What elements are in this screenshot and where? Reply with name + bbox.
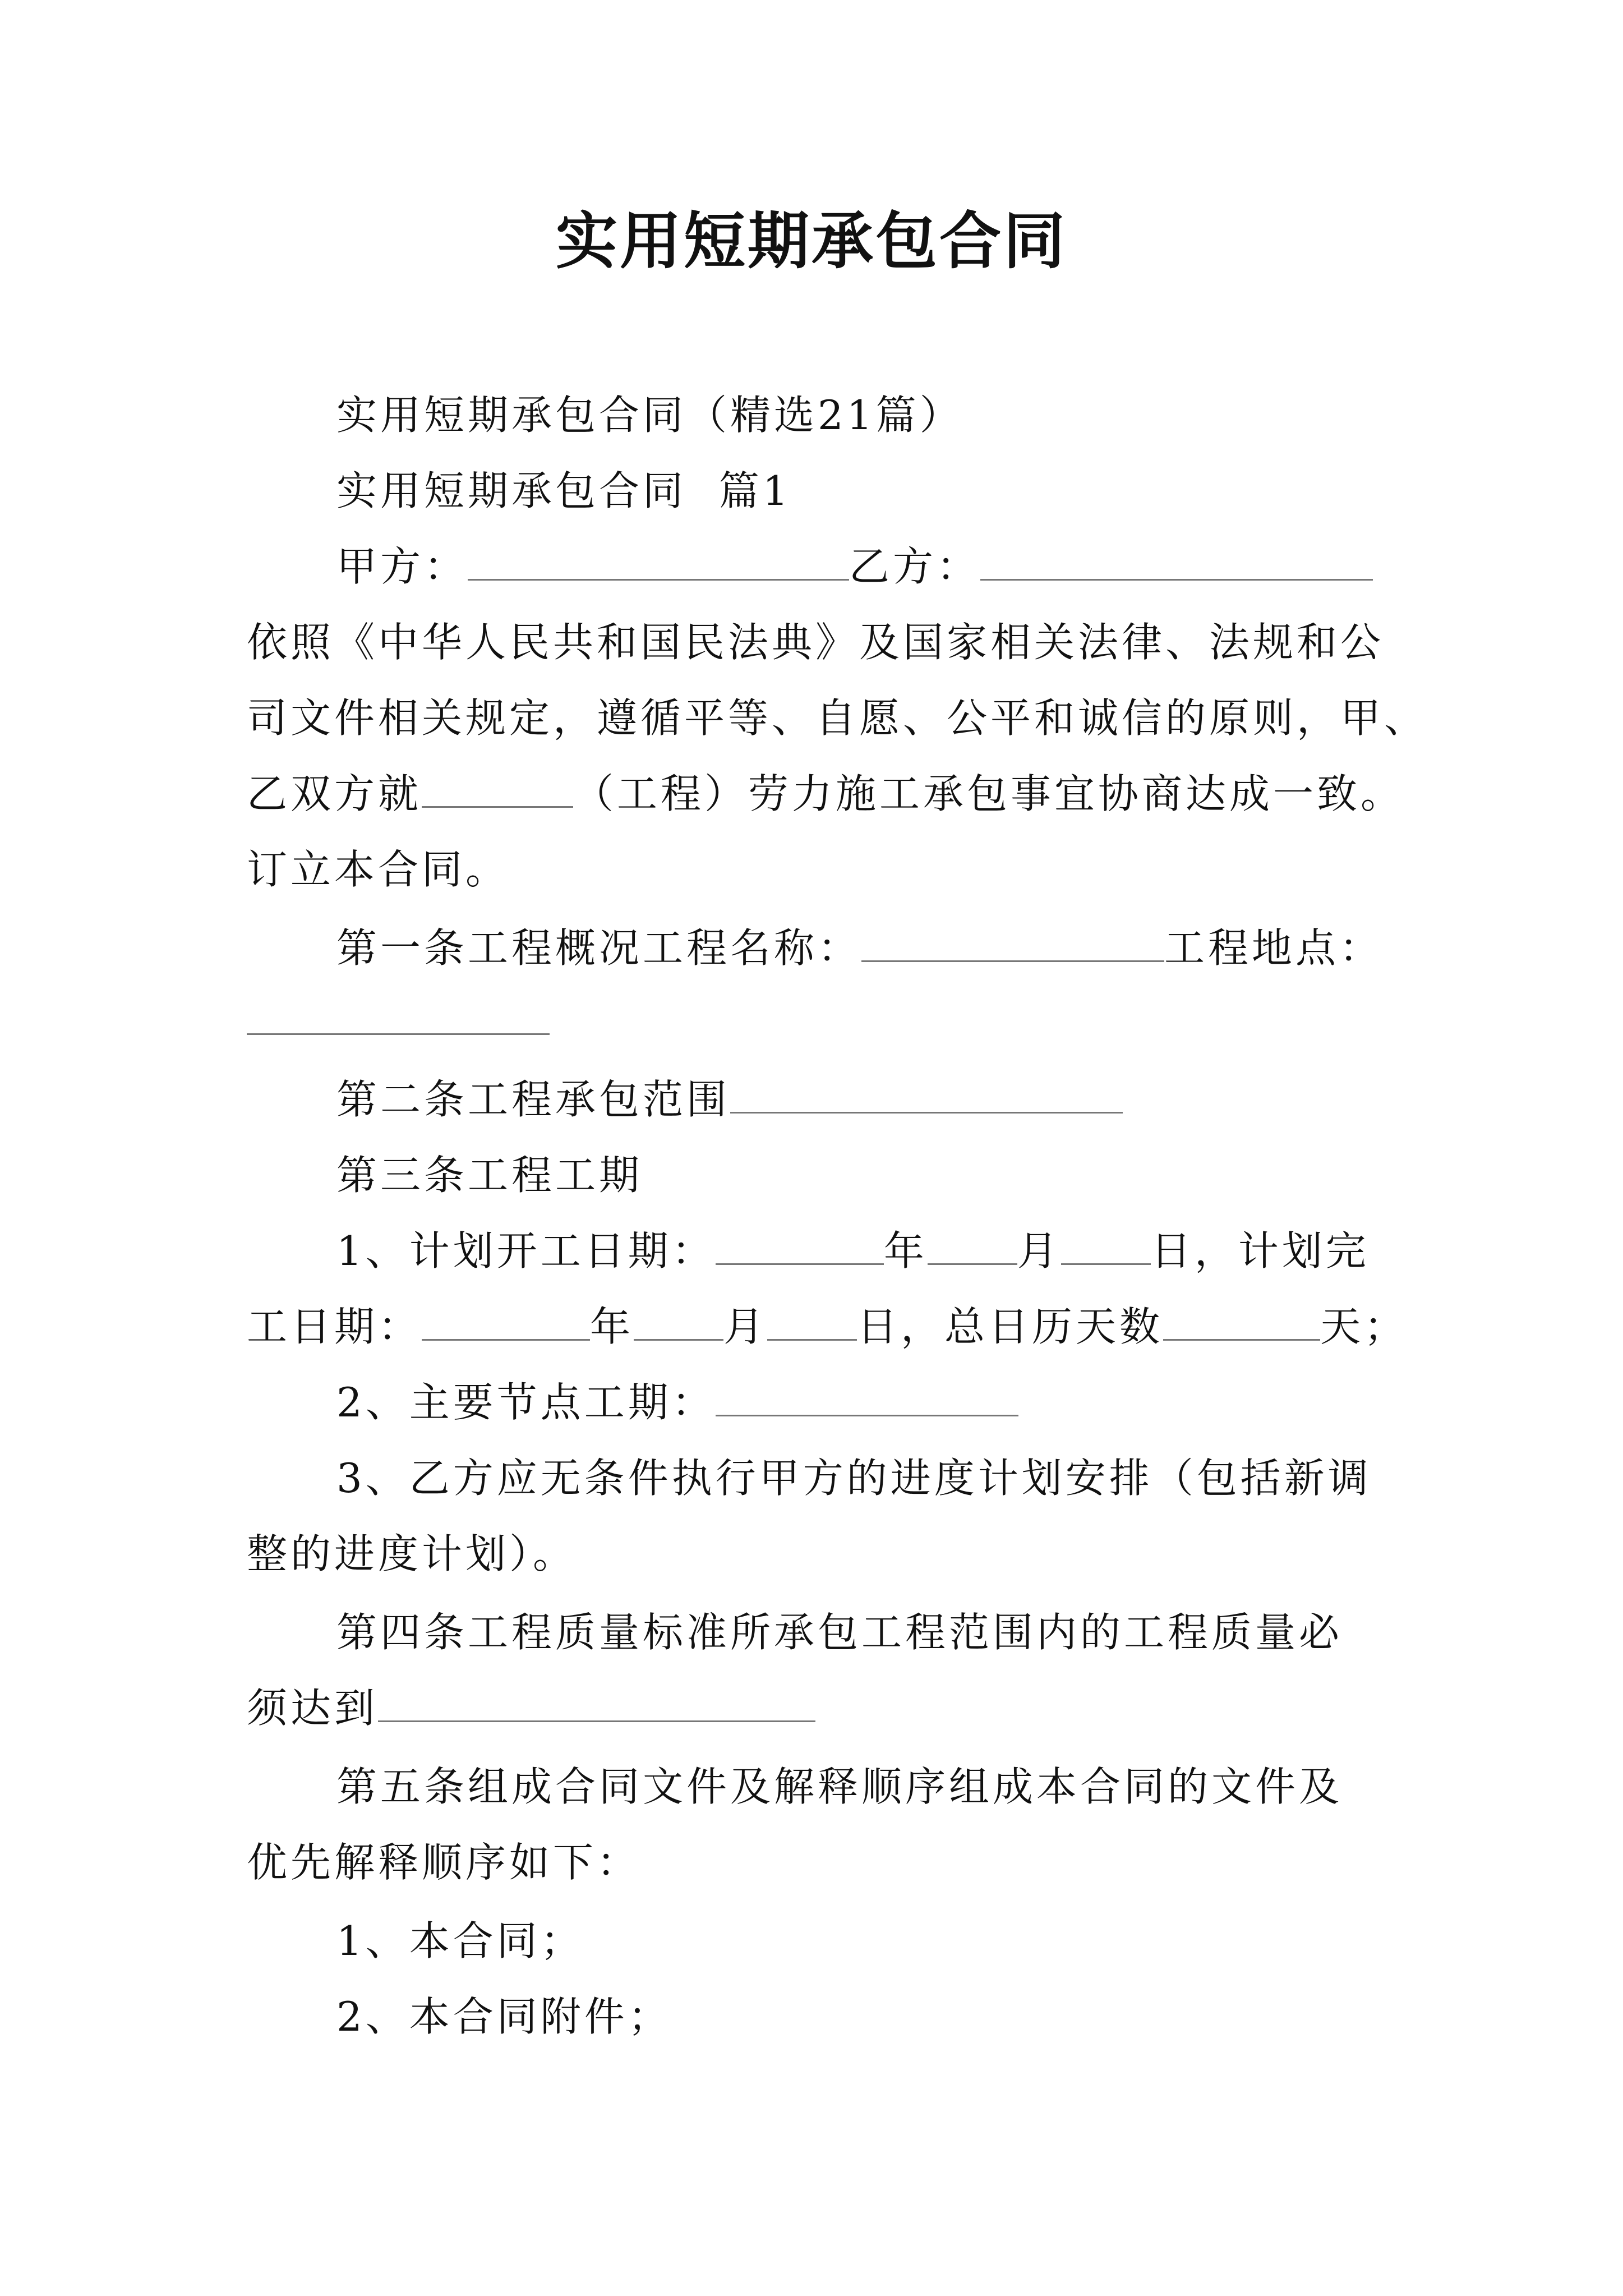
scope-label: 第二条工程承包范围	[336, 1076, 731, 1123]
article-3-item-1-cont	[247, 1299, 1408, 1355]
start-month-blank[interactable]	[928, 1228, 1017, 1265]
preamble-text-a: 乙双方就	[247, 770, 422, 817]
preamble-line-1: 依照《中华人民共和国民法典》及国家相关法律、法规和公	[247, 619, 1385, 666]
total-days-blank[interactable]	[1163, 1304, 1320, 1341]
party-b-label: 乙方：	[849, 543, 981, 590]
end-date-label-cont: 工日期：	[247, 1303, 422, 1350]
start-year-blank[interactable]	[716, 1228, 884, 1265]
preamble-text-b: （工程）劳力施工承包事宜协商达成一致。	[573, 770, 1405, 817]
article-5-line-1: 第五条组成合同文件及解释顺序组成本合同的文件及	[336, 1763, 1343, 1810]
article-3-item-2	[336, 1374, 1018, 1430]
article-3-item-3-cont: 整的进度计划）。	[247, 1530, 577, 1577]
start-day-blank[interactable]	[1061, 1228, 1151, 1265]
project-name-label: 第一条工程概况工程名称：	[336, 924, 862, 972]
start-date-label: 1、计划开工日期：	[336, 1227, 716, 1274]
project-location-label: 工程地点：	[1164, 924, 1384, 972]
total-days-label: 日，总日历天数	[857, 1303, 1164, 1350]
project-name-blank[interactable]	[861, 926, 1164, 962]
end-date-label: 日，计划完	[1150, 1227, 1370, 1274]
article-4-line-2	[247, 1680, 815, 1736]
document-title: 实用短期承包合同	[556, 205, 1067, 277]
project-location-blank[interactable]	[247, 1033, 550, 1035]
article-5-line-2: 优先解释顺序如下：	[247, 1839, 641, 1886]
days-unit: 天；	[1320, 1303, 1408, 1350]
scope-blank[interactable]	[730, 1077, 1123, 1114]
milestone-label: 2、主要节点工期：	[336, 1379, 716, 1426]
subtitle: 实用短期承包合同（精选21篇）	[336, 392, 963, 439]
project-blank[interactable]	[422, 771, 573, 808]
party-a-label: 甲方：	[336, 543, 468, 590]
article-3-item-3: 3、乙方应无条件执行甲方的进度计划安排（包括新调	[336, 1455, 1372, 1502]
end-year-blank[interactable]	[422, 1304, 590, 1341]
part-heading: 实用短期承包合同 篇1	[336, 467, 792, 514]
preamble-line-2: 司文件相关规定，遵循平等、自愿、公平和诚信的原则，甲、	[247, 694, 1428, 742]
party-b-blank[interactable]	[980, 544, 1373, 581]
article-3-heading: 第三条工程工期	[336, 1152, 643, 1199]
year-label: 年	[590, 1303, 634, 1350]
quality-blank[interactable]	[378, 1686, 815, 1722]
article-5-item-1: 1、本合同；	[336, 1917, 584, 1964]
end-day-blank[interactable]	[767, 1304, 857, 1341]
end-month-blank[interactable]	[634, 1304, 723, 1341]
month-label: 月	[1017, 1227, 1061, 1274]
preamble-line-3	[247, 766, 1404, 822]
preamble-line-4: 订立本合同。	[247, 846, 510, 893]
party-a-blank[interactable]	[468, 544, 849, 581]
article-4-line-1: 第四条工程质量标准所承包工程范围内的工程质量必	[336, 1609, 1343, 1656]
quality-label: 须达到	[247, 1685, 379, 1732]
milestone-blank[interactable]	[716, 1380, 1018, 1416]
article-1-line	[336, 920, 1383, 976]
month-label: 月	[723, 1303, 768, 1350]
parties-line	[336, 539, 1373, 595]
article-5-item-2: 2、本合同附件；	[336, 1993, 672, 2040]
article-3-item-1	[336, 1223, 1370, 1279]
article-2-line	[336, 1071, 1123, 1128]
year-label: 年	[883, 1227, 928, 1274]
